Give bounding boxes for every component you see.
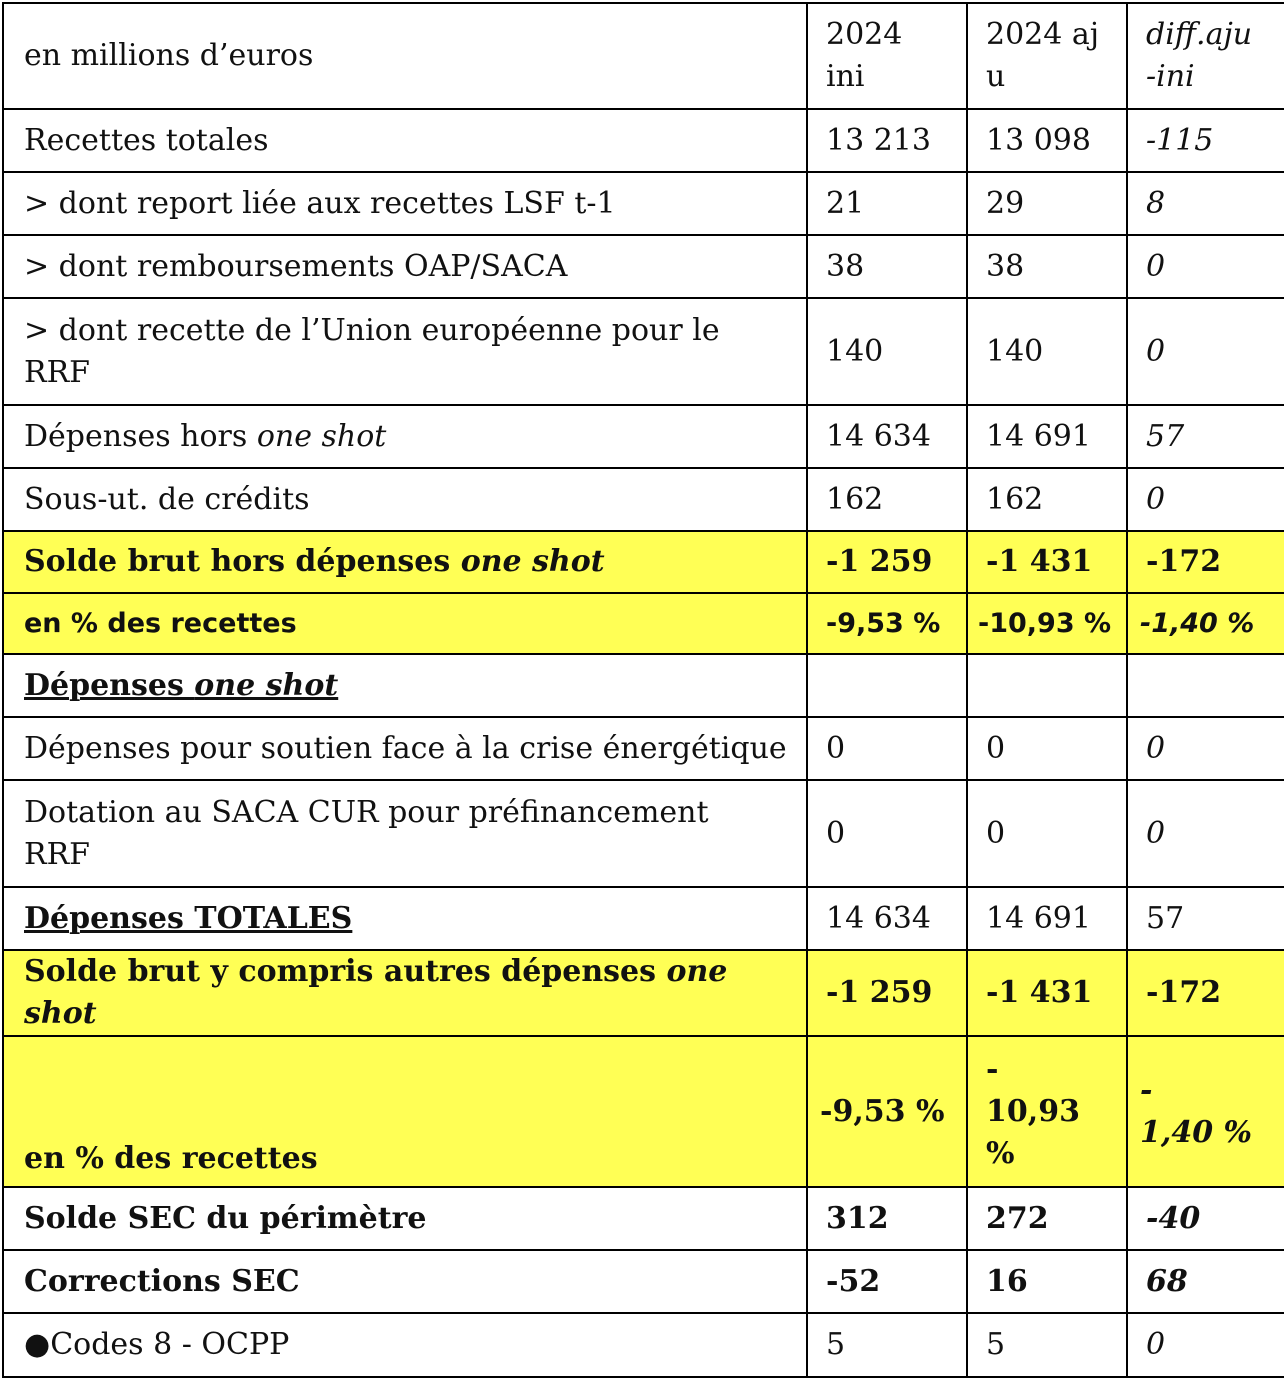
budget-table [2, 2, 1284, 1378]
table-row [3, 468, 1284, 531]
row-label: > dont recette de l’Union européenne pour le RRF [3, 298, 807, 405]
cell-empty [1127, 654, 1284, 717]
row-label: ●Codes 8 - OCPP [3, 1313, 807, 1377]
bullet-icon: ● [24, 1327, 51, 1362]
cell-aju: - 10,93 % [967, 1036, 1127, 1187]
cell-diff: -1,40 % [1127, 593, 1284, 654]
header-label: en millions d’euros [3, 3, 807, 109]
cell-ini: -1 259 [807, 531, 967, 593]
cell-diff: 0 [1127, 717, 1284, 780]
cell-empty [967, 654, 1127, 717]
cell-ini: 14 634 [807, 405, 967, 468]
cell-aju: 16 [967, 1250, 1127, 1313]
row-label: Recettes totales [3, 109, 807, 172]
cell-aju: -10,93 % [967, 593, 1127, 654]
row-label: en % des recettes [3, 1036, 807, 1187]
cell-ini: -9,53 % [807, 1036, 967, 1187]
table-row [3, 235, 1284, 298]
cell-aju: -1 431 [967, 531, 1127, 593]
row-label: Dépenses pour soutien face à la crise énergétique [3, 717, 807, 780]
cell-ini: 21 [807, 172, 967, 235]
cell-diff: 68 [1127, 1250, 1284, 1313]
cell-ini: 14 634 [807, 887, 967, 950]
cell-diff: -172 [1127, 531, 1284, 593]
highlight-row [3, 950, 1284, 1036]
highlight-row [3, 531, 1284, 593]
cell-aju: 29 [967, 172, 1127, 235]
cell-diff: -172 [1127, 950, 1284, 1036]
table-row [3, 172, 1284, 235]
row-label: Solde brut hors dépenses one shot [3, 531, 807, 593]
cell-diff: - 1,40 % [1127, 1036, 1284, 1187]
cell-ini: -9,53 % [807, 593, 967, 654]
cell-ini: 162 [807, 468, 967, 531]
cell-ini: 5 [807, 1313, 967, 1377]
cell-diff: 8 [1127, 172, 1284, 235]
table-row [3, 1187, 1284, 1250]
cell-aju: 0 [967, 780, 1127, 887]
cell-diff: 0 [1127, 1313, 1284, 1377]
row-label: Dépenses hors one shot [3, 405, 807, 468]
cell-diff: 0 [1127, 780, 1284, 887]
table-row [3, 405, 1284, 468]
cell-diff: -40 [1127, 1187, 1284, 1250]
row-label: > dont remboursements OAP/SACA [3, 235, 807, 298]
cell-ini: -1 259 [807, 950, 967, 1036]
header-col-diff: diff.aju -ini [1127, 3, 1284, 109]
cell-ini: 13 213 [807, 109, 967, 172]
cell-aju: 38 [967, 235, 1127, 298]
cell-diff: 57 [1127, 887, 1284, 950]
row-label: en % des recettes [3, 593, 807, 654]
row-label: Dépenses TOTALES [3, 887, 807, 950]
highlight-row [3, 593, 1284, 654]
row-label: Dotation au SACA CUR pour préfinancement RRF [3, 780, 807, 887]
cell-empty [807, 654, 967, 717]
header-row [3, 3, 1284, 109]
cell-aju: 0 [967, 717, 1127, 780]
table-row [3, 1250, 1284, 1313]
row-label: Corrections SEC [3, 1250, 807, 1313]
cell-aju: 14 691 [967, 405, 1127, 468]
cell-aju: 272 [967, 1187, 1127, 1250]
table-row [3, 717, 1284, 780]
cell-aju: 13 098 [967, 109, 1127, 172]
header-col-2024-ini: 2024 ini [807, 3, 967, 109]
row-label: > dont report liée aux recettes LSF t-1 [3, 172, 807, 235]
table-row [3, 1313, 1284, 1377]
cell-ini: 0 [807, 780, 967, 887]
cell-ini: 140 [807, 298, 967, 405]
row-label: Solde brut y compris autres dépenses one shot [3, 950, 807, 1036]
table-row [3, 780, 1284, 887]
table-row [3, 109, 1284, 172]
cell-aju: -1 431 [967, 950, 1127, 1036]
cell-ini: 312 [807, 1187, 967, 1250]
cell-aju: 140 [967, 298, 1127, 405]
cell-diff: 0 [1127, 298, 1284, 405]
cell-ini: 0 [807, 717, 967, 780]
cell-diff: 0 [1127, 235, 1284, 298]
highlight-row [3, 1036, 1284, 1187]
cell-diff: 0 [1127, 468, 1284, 531]
cell-diff: 57 [1127, 405, 1284, 468]
cell-aju: 162 [967, 468, 1127, 531]
row-label: Sous-ut. de crédits [3, 468, 807, 531]
table-row [3, 887, 1284, 950]
header-col-2024-aju: 2024 aj u [967, 3, 1127, 109]
cell-diff: -115 [1127, 109, 1284, 172]
table-row [3, 298, 1284, 405]
cell-aju: 14 691 [967, 887, 1127, 950]
section-header-row [3, 654, 1284, 717]
cell-aju: 5 [967, 1313, 1127, 1377]
row-label: Solde SEC du périmètre [3, 1187, 807, 1250]
cell-ini: -52 [807, 1250, 967, 1313]
cell-ini: 38 [807, 235, 967, 298]
section-label: Dépenses one shot [3, 654, 807, 717]
